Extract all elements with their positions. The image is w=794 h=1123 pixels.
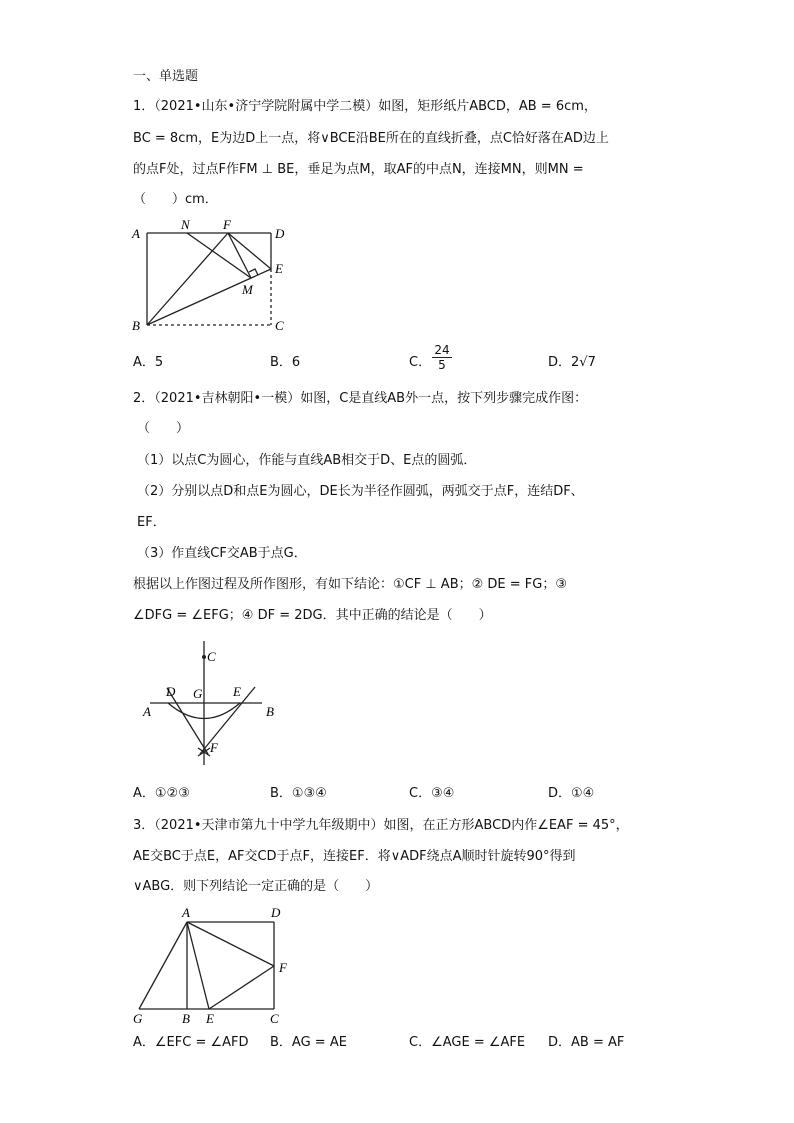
q2-label-c: C: [207, 649, 216, 664]
q2-line-ef: [200, 687, 255, 754]
q3-option-a[interactable]: A．∠EFC = ∠AFD: [133, 1035, 249, 1050]
q2-line-8: ∠DFG = ∠EFG；④ DF = 2DG．其中正确的结论是（ ）: [133, 608, 492, 623]
q1-label-m: M: [242, 282, 253, 297]
q1-line-fe: [228, 233, 271, 269]
q2-line-5: EF．: [137, 515, 166, 530]
q2-arc-de: [168, 703, 240, 719]
q1-line-3: 的点F处，过点F作FM ⊥ BE，垂足为点M，取AF的中点N，连接MN，则MN =: [133, 162, 584, 177]
q3-label-b: B: [182, 1011, 190, 1026]
section-title: 一、单选题: [133, 69, 199, 84]
q1-line-2: BC = 8cm，E为边D上一点，将∨BCE沿BE所在的直线折叠，点C恰好落在AD边上: [133, 131, 609, 146]
q1-option-c-denominator: 5: [438, 358, 446, 372]
q3-line-ag: [139, 922, 187, 1009]
q3-option-b[interactable]: B．AG = AE: [270, 1035, 347, 1050]
q3-label-a: A: [182, 905, 190, 920]
q3-line-3: ∨ABG．则下列结论一定正确的是（ ）: [133, 879, 379, 894]
q1-label-f: F: [223, 217, 231, 232]
q2-line-4: （2）分别以点D和点E为圆心，DE长为半径作圆弧，两弧交于点F，连结DF、: [137, 484, 584, 499]
q3-line-ef: [209, 966, 274, 1009]
q1-line-bf: [147, 233, 228, 325]
q1-line-4: （ ）cm．: [133, 192, 218, 207]
q2-label-a: A: [143, 704, 151, 719]
q1-option-c[interactable]: [409, 355, 431, 371]
q2-label-f: F: [210, 740, 218, 755]
q1-option-b[interactable]: B．6: [270, 355, 301, 370]
q2-label-e: E: [233, 684, 241, 699]
q1-label-a: A: [132, 226, 140, 241]
q2-point-c: [202, 655, 206, 659]
q3-line-ae: [187, 922, 209, 1009]
q2-option-d[interactable]: D．①④: [548, 786, 595, 801]
q2-line-1: 2．（2021•吉林朝阳•一模）如图，C是直线AB外一点，按下列步骤完成作图：: [133, 391, 588, 406]
q3-line-1: 3．（2021•天津市第九十中学九年级期中）如图，在正方形ABCD内作∠EAF = 45°，: [133, 818, 629, 833]
q2-cross-1: [198, 748, 210, 756]
q2-option-a[interactable]: A．①②③: [133, 786, 190, 801]
q1-line-1: 1．（2021•山东•济宁学院附属中学二模）如图，矩形纸片ABCD，AB = 6cm，: [133, 99, 597, 114]
q3-label-e: E: [206, 1011, 214, 1026]
q3-label-d: D: [271, 905, 281, 920]
q3-label-f: F: [279, 960, 287, 975]
q2-line-2: （ ）: [137, 421, 190, 436]
q1-label-b: B: [132, 318, 140, 333]
q1-label-c: C: [275, 318, 284, 333]
q3-line-af: [187, 922, 274, 966]
q2-line-7: 根据以上作图过程及所作图形，有如下结论：①CF ⊥ AB；② DE = FG；③: [133, 577, 567, 592]
q3-option-c[interactable]: C．∠AGE = ∠AFE: [409, 1035, 526, 1050]
q1-line-fm: [228, 233, 251, 278]
q2-line-df: [167, 688, 208, 754]
q1-line-be: [147, 269, 271, 325]
q1-right-angle-mark: [249, 269, 258, 275]
q2-option-c[interactable]: C．③④: [409, 786, 455, 801]
q1-line-nm: [187, 233, 251, 278]
q1-label-d: D: [275, 226, 285, 241]
q2-option-b[interactable]: B．①③④: [270, 786, 327, 801]
q2-line-3: （1）以点C为圆心，作能与直线AB相交于D、E点的圆弧．: [137, 453, 477, 468]
q2-line-6: （3）作直线CF交AB于点G．: [137, 546, 307, 561]
q1-option-c-fraction: [432, 343, 452, 372]
q2-label-b: B: [266, 704, 274, 719]
q2-cross-2: [198, 748, 210, 756]
q1-option-d[interactable]: D．2√7: [548, 355, 596, 370]
q2-label-d: D: [166, 684, 176, 699]
q1-label-n: N: [181, 217, 190, 232]
q3-label-g: G: [133, 1011, 143, 1026]
q1-label-e: E: [275, 261, 283, 276]
q3-label-c: C: [270, 1011, 279, 1026]
q3-line-2: AE交BC于点E，AF交CD于点F，连接EF．将∨ADF绕点A顺时针旋转90°得到: [133, 849, 576, 864]
q2-label-g: G: [193, 686, 203, 701]
q1-option-c-numerator: 24: [432, 343, 452, 358]
q3-option-d[interactable]: D．AB = AF: [548, 1035, 625, 1050]
q1-option-a[interactable]: A．5: [133, 355, 164, 370]
q1-option-c-label: C．: [409, 355, 432, 370]
